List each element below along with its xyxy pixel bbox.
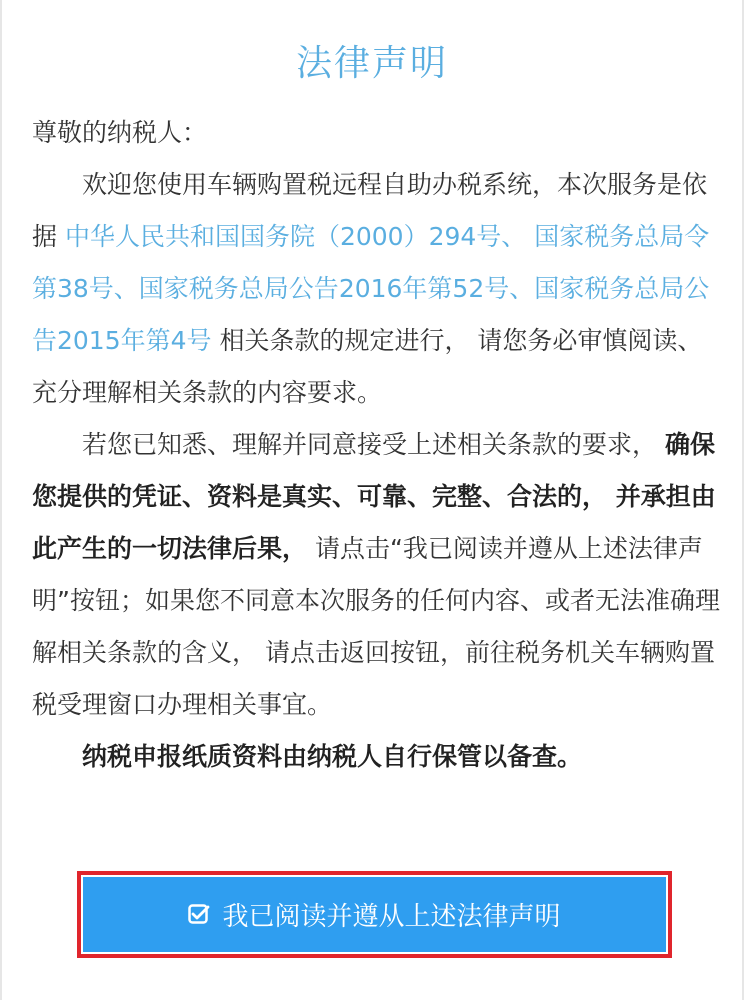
confirm-read-label: 我已阅读并遵从上述法律声明	[222, 902, 561, 932]
regulation-link-tax-bureau[interactable]: 国家税务总局令第38号、国家税务总局公告2016年第52号、国家税务总局公告2015年第4号	[32, 222, 710, 355]
paragraph-2-tail: 请点击“我已阅读并遵从上述法律声明”按钮；如果您不同意本次服务的任何内容、或者无法准确理解相关条款的含义， 请点击返回按钮，前往税务机关车辆购置税受理窗口办理相关事宜。	[32, 534, 720, 719]
page-title: 法律声明	[295, 43, 448, 84]
checkbox-checked-icon	[188, 904, 210, 926]
paragraph-1-intro: 欢迎您使用车辆购置税远程自助办税系统，本次服务是依据	[32, 170, 708, 251]
regulation-link-state-council[interactable]: 中华人民共和国国务院（2000）294号、	[64, 222, 527, 251]
salutation: 尊敬的纳税人：	[32, 118, 208, 147]
confirm-button-highlight	[77, 871, 672, 958]
paragraph-1-tail: 相关条款的规定进行， 请您务必审慎阅读、充分理解相关条款的内容要求。	[32, 326, 703, 407]
paragraph-2-emphasis: 确保您提供的凭证、资料是真实、可靠、完整、合法的， 并承担由此产生的一切法律后果，	[32, 430, 716, 563]
paragraph-3-notice: 纳税申报纸质资料由纳税人自行保管以备查。	[82, 742, 583, 771]
paragraph-2	[32, 419, 724, 731]
confirm-read-button[interactable]	[83, 877, 666, 952]
paragraph-2-intro: 若您已知悉、理解并同意接受上述相关条款的要求，	[82, 430, 665, 459]
paragraph-1	[32, 159, 724, 419]
statement-content	[32, 107, 724, 783]
